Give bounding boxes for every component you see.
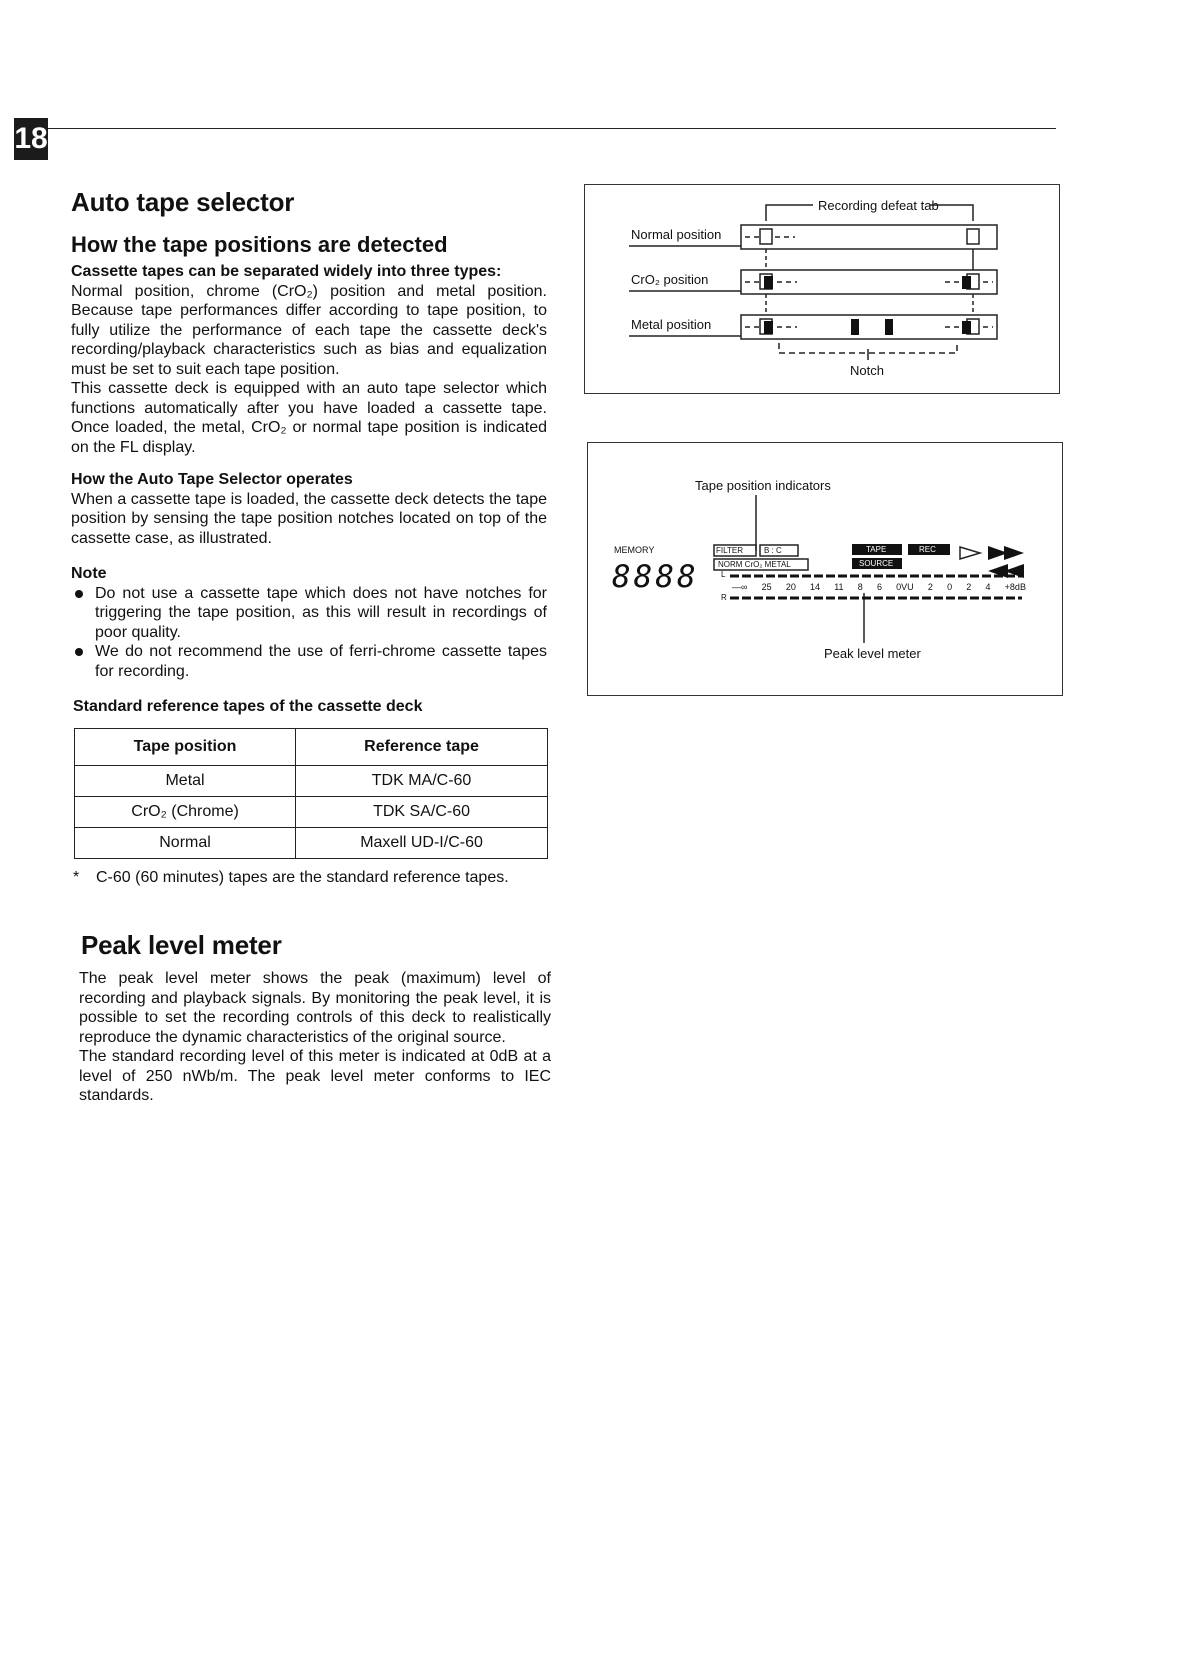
table-row	[75, 766, 548, 797]
tape-type-indicator: NORM CrO₂ METAL	[718, 560, 791, 569]
scale-tick: 6	[876, 582, 882, 592]
table-header-row	[75, 729, 548, 766]
footnote-mark: *	[73, 869, 80, 886]
scale-tick: 2	[927, 582, 933, 592]
scale-tick: 0	[947, 582, 953, 592]
filter-indicator: FILTER	[716, 546, 743, 555]
detect-body-1: Normal position, chrome (CrO₂) position and metal position. Because tape performances differ according to tape position, to fully utilize the performance of each tape the cassette deck's recording/playback characteristics such as bias and equalization must be set to suit each tape position.	[71, 282, 547, 378]
detect-lead: Cassette tapes can be separated widely into three types:	[71, 263, 502, 280]
scale-tick: 0VU	[896, 582, 914, 592]
tape-position-diagram	[584, 184, 1060, 394]
note-section	[71, 564, 547, 681]
notch-label: Notch	[850, 363, 884, 378]
tape-position-indicators-label: Tape position indicators	[695, 478, 831, 493]
table-footnote: C-60 (60 minutes) tapes are the standard reference tapes.	[96, 869, 509, 886]
table-cell: Maxell UD-I/C-60	[296, 828, 548, 859]
note-heading: Note	[71, 565, 107, 582]
table-cell: TDK SA/C-60	[296, 797, 548, 828]
section-title: Auto tape selector	[71, 187, 295, 217]
detect-text	[71, 262, 547, 457]
table-cell: Normal	[75, 828, 296, 859]
table-row	[75, 797, 548, 828]
peak-text	[79, 969, 551, 1106]
header-rule	[48, 128, 1056, 129]
fl-display-diagram	[587, 442, 1063, 696]
scale-tick: 8	[857, 582, 863, 592]
peak-title: Peak level meter	[81, 930, 282, 960]
detect-body-2: This cassette deck is equipped with an auto tape selector which functions automatically after you have loaded a cassette tape. Once loaded, the metal, CrO₂ or normal tape position is indicated on the FL display.	[71, 380, 547, 456]
scale-tick: +8dB	[1004, 582, 1026, 592]
rec-indicator: REC	[919, 545, 936, 554]
table-cell: Metal	[75, 766, 296, 797]
table-cell: CrO₂ (Chrome)	[75, 797, 296, 828]
note-item: We do not recommend the use of ferri-chrome cassette tapes for recording.	[71, 642, 547, 681]
cro2-position-label: CrO₂ position	[631, 272, 709, 287]
meter-scale	[732, 582, 1026, 592]
source-indicator: SOURCE	[859, 559, 894, 568]
scale-tick: 4	[985, 582, 991, 592]
recording-defeat-tab-label: Recording defeat tab	[818, 198, 939, 213]
peak-body-1: The peak level meter shows the peak (maximum) level of recording and playback signals. By monitoring the peak level, it is possible to set the recording controls of this deck to realistically reproduce the dynamic characteristics of the original source.	[79, 970, 551, 1046]
table-row	[75, 828, 548, 859]
page-number-badge: 18	[14, 118, 48, 160]
channel-r-label: R	[721, 593, 727, 602]
channel-l-label: L	[721, 570, 726, 579]
reference-tape-table	[74, 728, 548, 859]
operates-heading: How the Auto Tape Selector operates	[71, 471, 353, 488]
table-header: Reference tape	[296, 729, 548, 766]
peak-level-meter-label: Peak level meter	[824, 646, 921, 661]
normal-position-label: Normal position	[631, 227, 722, 242]
table-header: Tape position	[75, 729, 296, 766]
scale-tick: 20	[785, 582, 796, 592]
scale-tick: 11	[834, 582, 844, 592]
tape-indicator: TAPE	[866, 545, 887, 554]
table-cell: TDK MA/C-60	[296, 766, 548, 797]
note-item: Do not use a cassette tape which does not have notches for triggering the tape position, as this will result in recordings of poor quality.	[71, 584, 547, 643]
scale-tick: —∞	[732, 582, 748, 592]
operates-section	[71, 470, 547, 548]
memory-label: MEMORY	[614, 545, 655, 555]
scale-tick: 2	[966, 582, 972, 592]
detect-heading: How the tape positions are detected	[71, 232, 448, 257]
metal-position-label: Metal position	[631, 317, 712, 332]
b-c-indicator: B : C	[764, 546, 782, 555]
peak-body-2: The standard recording level of this meter is indicated at 0dB at a level of 250 nWb/m. The peak level meter conforms to IEC standards.	[79, 1048, 551, 1104]
operates-body: When a cassette tape is loaded, the cassette deck detects the tape position by sensing the tape position notches located on top of the cassette case, as illustrated.	[71, 490, 547, 547]
counter-digits: 8888	[612, 559, 699, 595]
table-caption: Standard reference tapes of the cassette deck	[73, 698, 423, 715]
scale-tick: 14	[810, 582, 821, 592]
scale-tick: 25	[761, 582, 772, 592]
cassette-notch-illustration	[585, 185, 1059, 393]
